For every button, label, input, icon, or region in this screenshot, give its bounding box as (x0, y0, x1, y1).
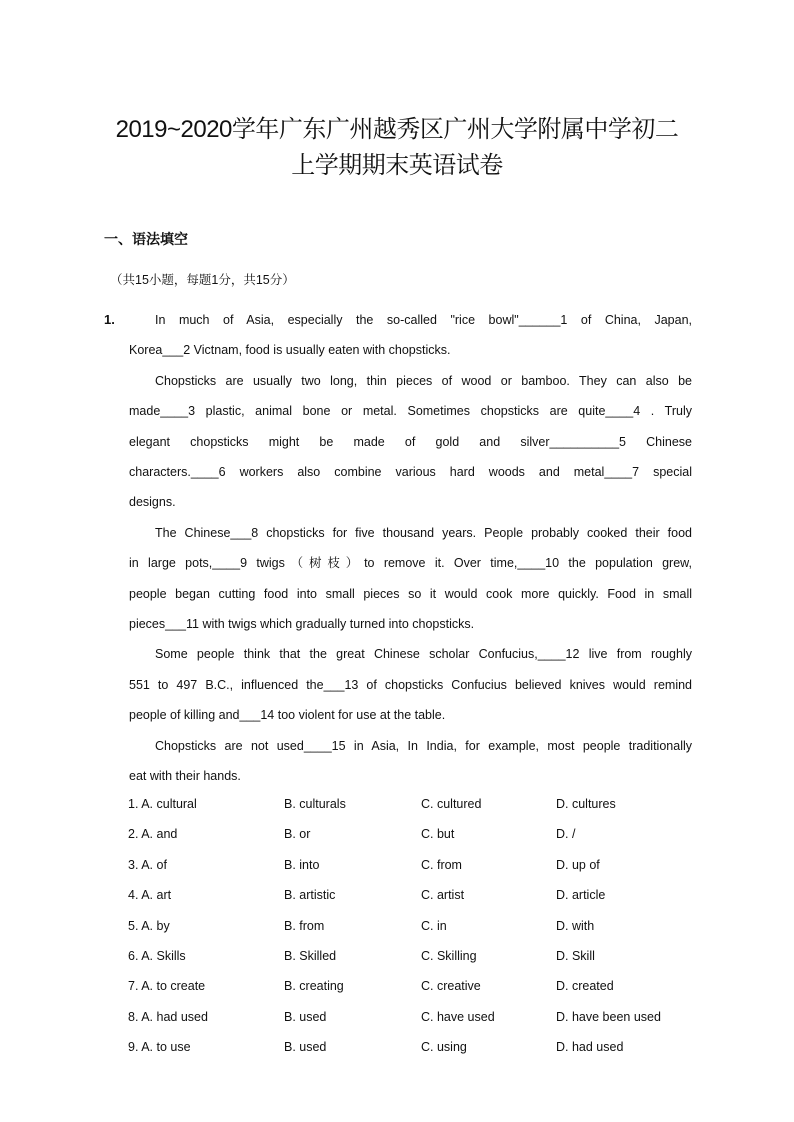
option-d: D. / (556, 827, 576, 842)
option-b: B. creating (284, 979, 344, 994)
option-row (128, 911, 728, 941)
option-d: D. have been used (556, 1009, 661, 1024)
option-row (128, 850, 728, 880)
option-b: B. or (284, 827, 311, 842)
option-row (128, 971, 728, 1001)
option-c: C. creative (421, 979, 481, 994)
option-b: B. artistic (284, 888, 336, 903)
passage-line: eat with their hands. (129, 769, 241, 784)
option-a: 3. A. of (128, 857, 167, 872)
passage-line: Chopsticks are usually two long, thin pieces of wood or bamboo. They can also be (155, 373, 692, 388)
option-b: B. from (284, 918, 325, 933)
option-c: C. in (421, 918, 447, 933)
passage-line: 551 to 497 B.C., influenced the___13 of chopsticks Confucius believed knives would remind (129, 677, 692, 692)
passage-line: Some people think that the great Chinese scholar Confucius,____12 live from roughly (155, 647, 692, 662)
option-a: 5. A. by (128, 918, 170, 933)
option-c: C. Skilling (421, 948, 477, 963)
passage-line: people began cutting food into small pieces so it would cook more quickly. Food in small (129, 586, 692, 601)
option-row (128, 1002, 728, 1032)
option-c: C. from (421, 857, 462, 872)
passage-line: Korea___2 Victnam, food is usually eaten with chopsticks. (129, 343, 451, 358)
passage-line: characters.____6 workers also combine various hard woods and metal____7 special (129, 465, 692, 480)
section-heading: 一、语法填空 (104, 231, 188, 247)
passage-line: designs. (129, 495, 176, 510)
option-a: 4. A. art (128, 888, 172, 903)
option-row (128, 819, 728, 849)
option-d: D. created (556, 979, 614, 994)
option-d: D. Skill (556, 948, 595, 963)
passage-line: Chopsticks are not used____15 in Asia, In India, for example, most people traditionally (155, 738, 692, 753)
passage-line: The Chinese___8 chopsticks for five thousand years. People probably cooked their food (155, 525, 692, 540)
exam-title (0, 112, 794, 184)
option-b: B. culturals (284, 797, 346, 811)
option-row (128, 789, 728, 819)
option-row (128, 1032, 728, 1062)
passage-line: people of killing and___14 too violent for use at the table. (129, 708, 446, 723)
passage-line: In much of Asia, especially the so-called "rice bowl"______1 of China, Japan, (155, 313, 692, 327)
answer-options (128, 789, 728, 1063)
section-note: （共15小题，每题1分，共15分） (110, 273, 295, 287)
option-d: D. up of (556, 857, 600, 872)
option-b: B. Skilled (284, 948, 337, 963)
option-c: C. but (421, 827, 455, 842)
option-c: C. cultured (421, 797, 482, 811)
option-a: 9. A. to use (128, 1040, 191, 1055)
title-line-2: 上学期期末英语试卷 (291, 152, 503, 179)
passage-line: in large pots,____9 twigs（树枝）to remove it. Over time,____10 the population grew, (129, 556, 692, 571)
option-a: 7. A. to create (128, 979, 206, 994)
cloze-passage (129, 305, 692, 792)
option-b: B. used (284, 1009, 327, 1024)
option-c: C. have used (421, 1009, 495, 1024)
question-number: 1. (104, 312, 115, 327)
option-d: D. with (556, 918, 595, 933)
title-line-1: 2019~2020学年广东广州越秀区广州大学附属中学初二 (115, 116, 679, 143)
option-b: B. into (284, 857, 320, 872)
passage-line: elegant chopsticks might be made of gold and silver__________5 Chinese (129, 434, 692, 449)
option-a: 2. A. and (128, 827, 178, 842)
option-b: B. used (284, 1040, 327, 1055)
option-c: C. using (421, 1040, 467, 1055)
option-a: 1. A. cultural (128, 797, 197, 811)
option-c: C. artist (421, 888, 465, 903)
option-d: D. cultures (556, 797, 616, 811)
option-row (128, 941, 728, 971)
option-d: D. article (556, 888, 606, 903)
option-d: D. had used (556, 1040, 624, 1055)
option-row (128, 880, 728, 910)
option-a: 8. A. had used (128, 1009, 208, 1024)
option-a: 6. A. Skills (128, 948, 186, 963)
passage-line: made____3 plastic, animal bone or metal. Sometimes chopsticks are quite____4 . Truly (129, 404, 692, 419)
passage-line: pieces___11 with twigs which gradually turned into chopsticks. (129, 617, 475, 632)
